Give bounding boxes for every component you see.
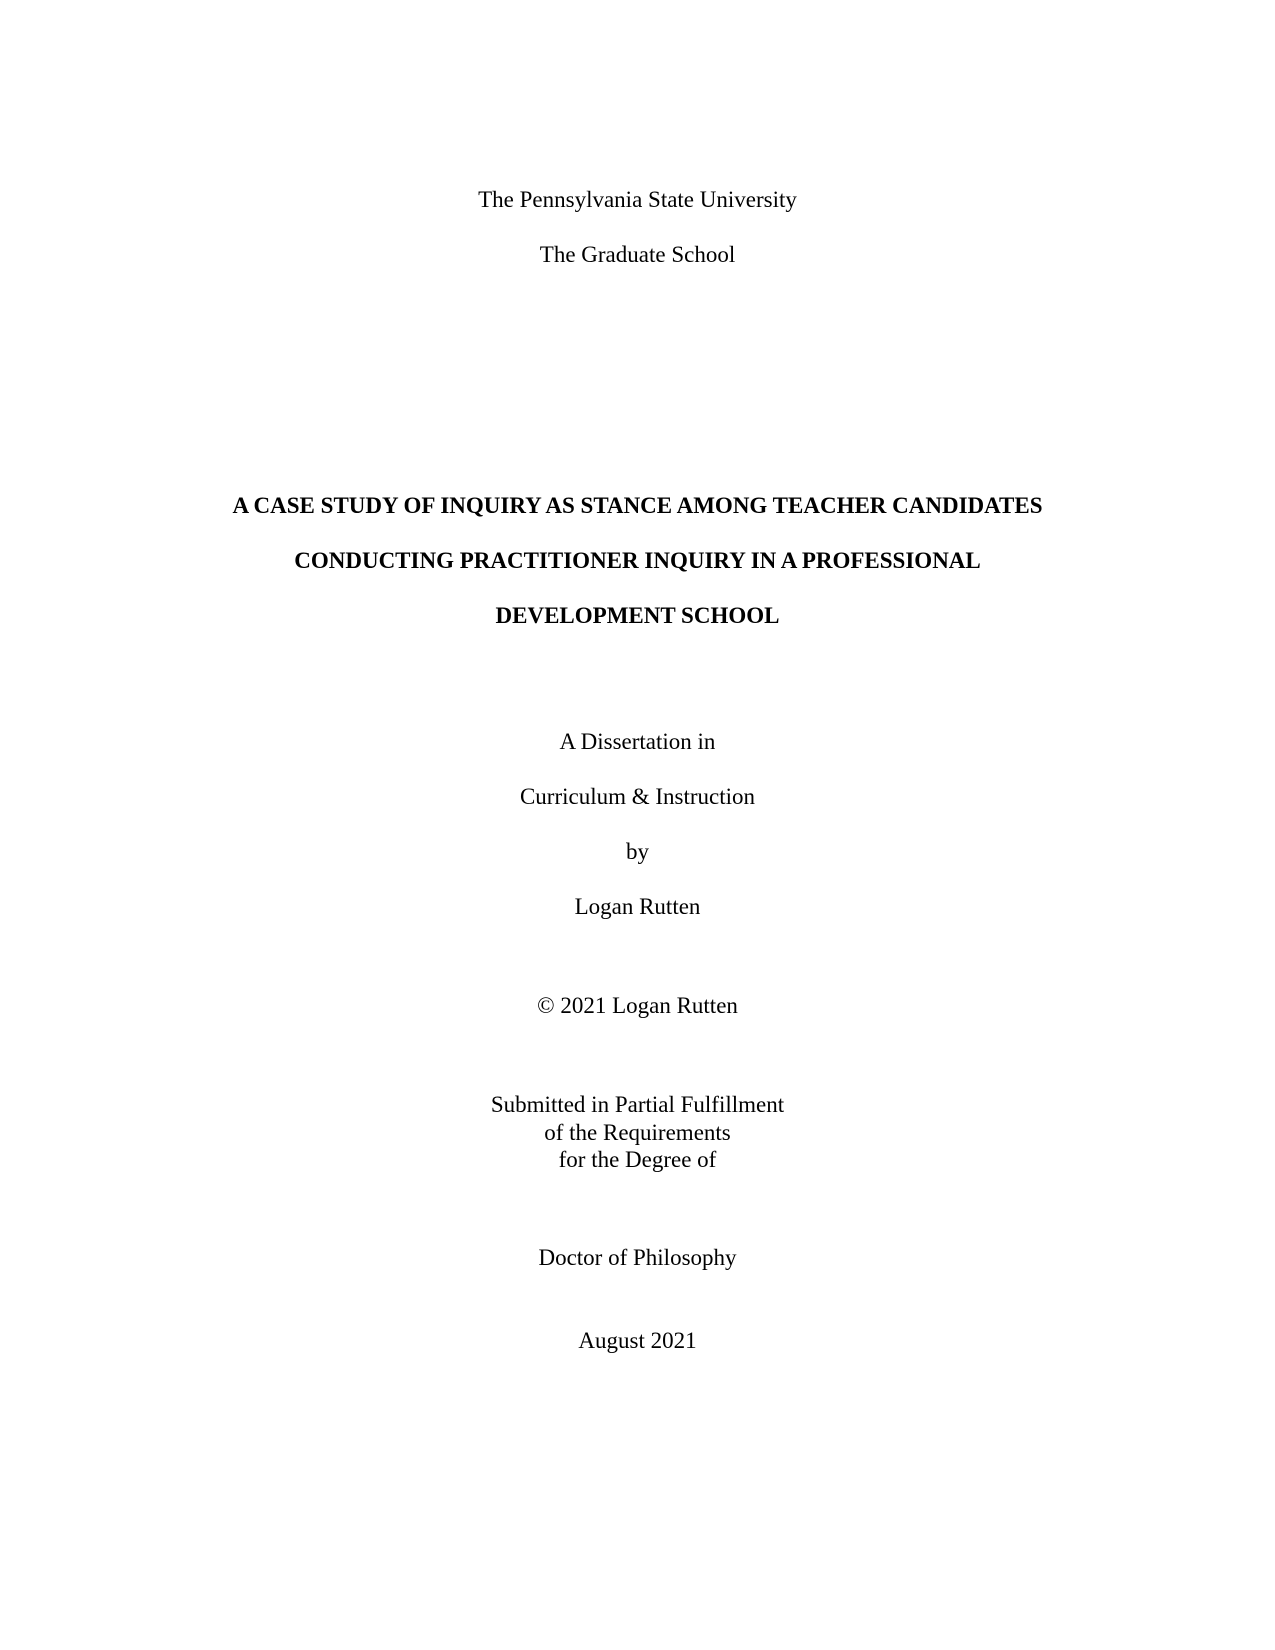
dissertation-title-line-2: CONDUCTING PRACTITIONER INQUIRY IN A PROFESSIONAL [294, 548, 981, 573]
by-label: by [626, 839, 649, 864]
dissertation-title-line-1: A CASE STUDY OF INQUIRY AS STANCE AMONG TEACHER CANDIDATES [232, 493, 1043, 518]
field-of-study: Curriculum & Instruction [519, 784, 756, 809]
submission-line-2: of the Requirements [544, 1120, 731, 1145]
submission-line-3: for the Degree of [558, 1147, 717, 1172]
copyright-notice: © 2021 Logan Rutten [537, 993, 738, 1018]
dissertation-title-line-3: DEVELOPMENT SCHOOL [495, 603, 780, 628]
submission-line-1: Submitted in Partial Fulfillment [490, 1092, 785, 1117]
graduate-school-name: The Graduate School [539, 242, 736, 267]
author-name: Logan Rutten [574, 894, 701, 919]
university-name: The Pennsylvania State University [478, 187, 797, 212]
document-type: A Dissertation in [559, 729, 716, 754]
degree-name: Doctor of Philosophy [538, 1245, 737, 1270]
submission-date: August 2021 [578, 1328, 697, 1353]
